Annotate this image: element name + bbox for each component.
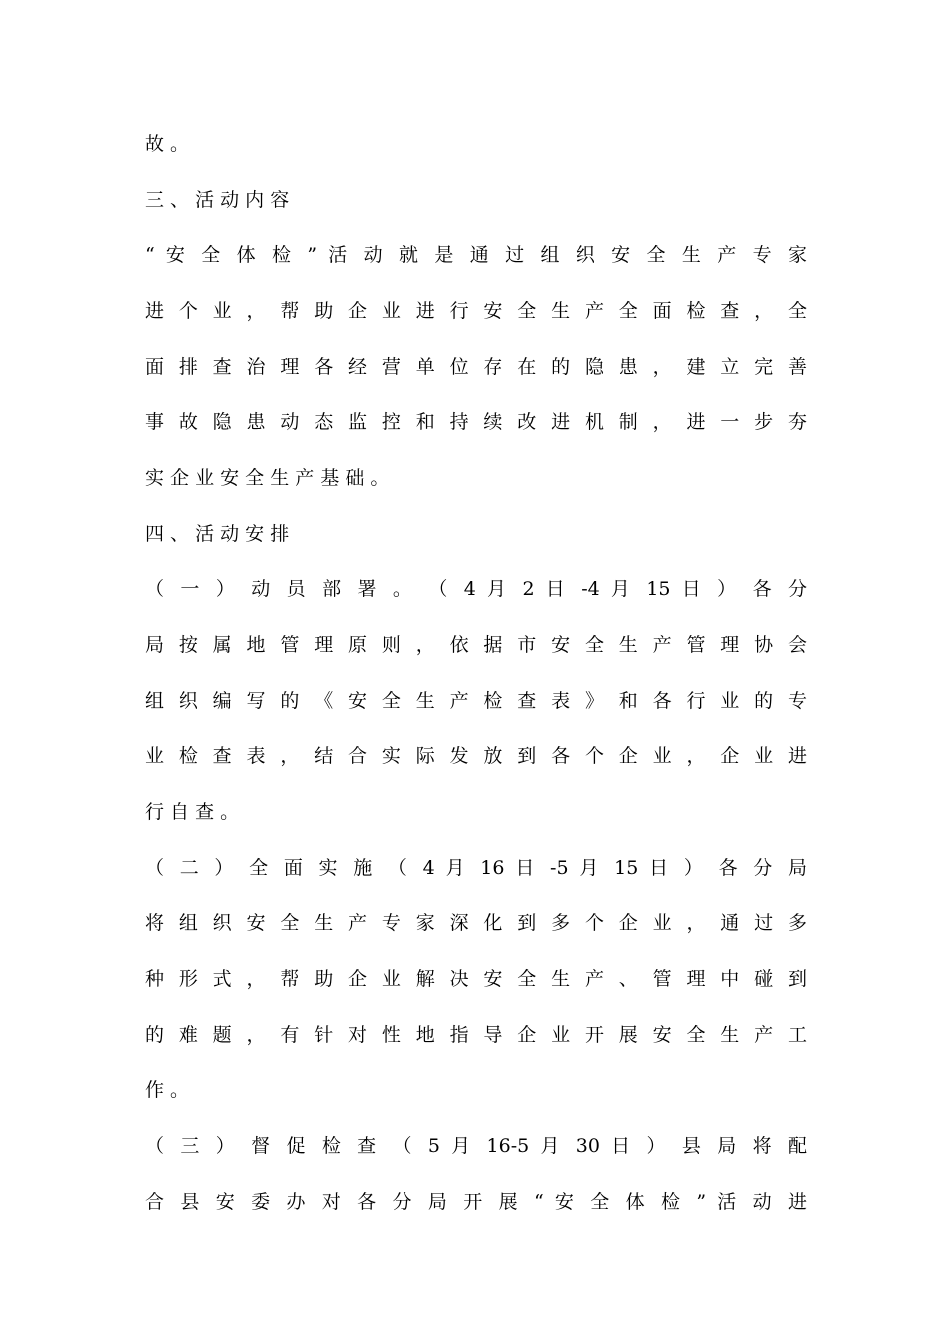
text-line: （ 二 ） 全 面 实 施 （ 4 月 16 日 -5 月 15 日 ） 各 分 局 (145, 857, 807, 879)
text-line: （ 一 ） 动 员 部 署 。 （ 4 月 2 日 -4 月 15 日 ） 各 分 (145, 578, 807, 600)
text-line: 面 排 查 治 理 各 经 营 单 位 存 在 的 隐 患 ， 建 立 完 善 (145, 356, 807, 378)
text-line: “ 安 全 体 检 ” 活 动 就 是 通 过 组 织 安 全 生 产 专 家 (145, 244, 807, 266)
text-line: 行 自 查 。 (145, 801, 240, 823)
text-line: （ 三 ） 督 促 检 查 （ 5 月 16-5 月 30 日 ） 县 局 将 配 (145, 1135, 807, 1157)
text-line: 的 难 题 ， 有 针 对 性 地 指 导 企 业 开 展 安 全 生 产 工 (145, 1024, 807, 1046)
text-line: 故 。 (145, 133, 190, 155)
section-heading: 三 、 活 动 内 容 (145, 189, 290, 211)
text-line: 种 形 式 ， 帮 助 企 业 解 决 安 全 生 产 、 管 理 中 碰 到 (145, 968, 807, 990)
text-line: 将 组 织 安 全 生 产 专 家 深 化 到 多 个 企 业 ， 通 过 多 (145, 912, 807, 934)
text-line: 作 。 (145, 1079, 190, 1101)
text-line: 组 织 编 写 的 《 安 全 生 产 检 查 表 》 和 各 行 业 的 专 (145, 690, 807, 712)
text-line: 局 按 属 地 管 理 原 则 ， 依 据 市 安 全 生 产 管 理 协 会 (145, 634, 807, 656)
text-line: 进 个 业 ， 帮 助 企 业 进 行 安 全 生 产 全 面 检 查 ， 全 (145, 300, 807, 322)
text-line: 业 检 查 表 ， 结 合 实 际 发 放 到 各 个 企 业 ， 企 业 进 (145, 745, 807, 767)
section-heading: 四 、 活 动 安 排 (145, 523, 290, 545)
text-line: 实 企 业 安 全 生 产 基 础 。 (145, 467, 390, 489)
text-line: 事 故 隐 患 动 态 监 控 和 持 续 改 进 机 制 ， 进 一 步 夯 (145, 411, 807, 433)
text-line: 合 县 安 委 办 对 各 分 局 开 展 “ 安 全 体 检 ” 活 动 进 (145, 1191, 807, 1213)
